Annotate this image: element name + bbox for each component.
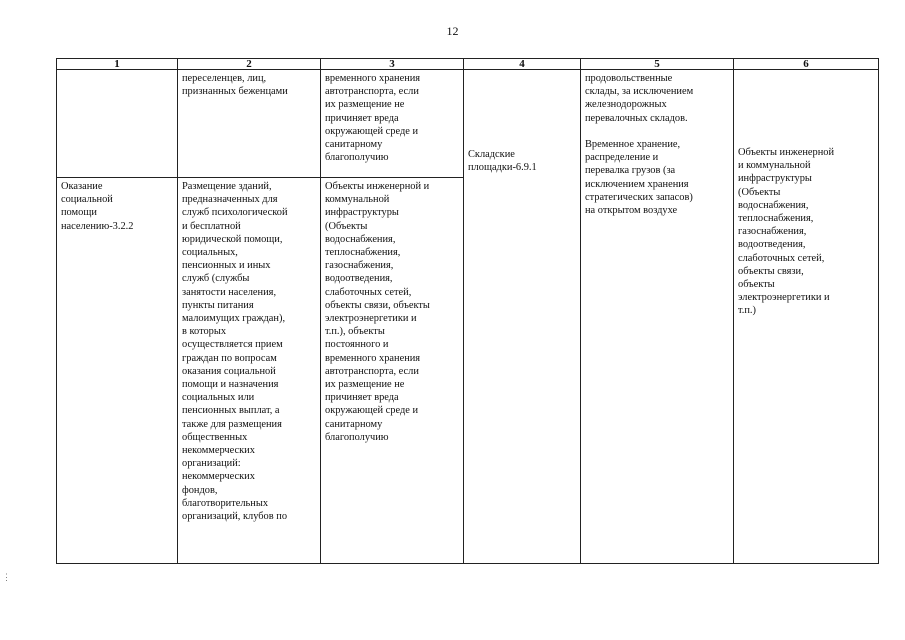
- main-col1-text: Оказание социальной помощи населению-3.2.2: [61, 181, 134, 232]
- scan-edge-mark: ⋮: [2, 572, 11, 582]
- continuation-col1-empty: [57, 70, 178, 178]
- continuation-col3-text: временного хранения автотранспорта, если их размещение не причиняет вреда окружающей среде и санитарному благополучию: [325, 73, 421, 164]
- header-col-1: 1: [57, 59, 178, 70]
- header-col-6: 6: [734, 59, 879, 70]
- header-col-5: 5: [581, 59, 734, 70]
- continuation-col3: [321, 70, 464, 178]
- merged-col6-text: Объекты инженерной и коммунальной инфраструктуры (Объекты водоснабжения, теплоснабжения, газоснабжения, водоотведения, слаботочных сетей, объекты связи, объекты электроэнергетики и т.п.): [738, 147, 835, 317]
- main-col3: [321, 178, 464, 564]
- continuation-col2: [178, 70, 321, 178]
- merged-col4: [464, 70, 581, 564]
- header-col-4: 4: [464, 59, 581, 70]
- merged-col5-text: продовольственные склады, за исключением железнодорожных перевалочных складов. Временное хранение, распределение и перевалка грузов (за исключением хранения стратегических запасов) на открытом воздухе: [585, 73, 694, 217]
- main-col2: [178, 178, 321, 564]
- merged-col5: [581, 70, 734, 564]
- main-col1: [57, 178, 178, 564]
- page-number: 12: [446, 24, 459, 38]
- header-col-3: 3: [321, 59, 464, 70]
- land-use-table: [56, 58, 879, 564]
- continuation-row: [57, 70, 879, 178]
- header-row: [57, 59, 879, 70]
- merged-col6: [734, 70, 879, 564]
- main-col3-text: Объекты инженерной и коммунальной инфраструктуры (Объекты водоснабжения, теплоснабжения, газоснабжения, водоотведения, слаботочных сетей, объекты связи, объекты электроэнергетики и т.п.), объекты постоянного и временного хранения автотранспорта, если их размещение не причиняет вреда окружающей среде и санитарному благополучию: [325, 181, 430, 443]
- merged-col4-text: Складские площадки-6.9.1: [468, 149, 537, 174]
- main-col2-text: Размещение зданий, предназначенных для служб психологической и бесплатной юридической помощи, социальных, пенсионных и иных служб (службы занятости населения, пункты питания малоимущих граждан), в которых осуществляется прием граждан по вопросам оказания социальной помощи и назначения социальных или пенсионных выплат, а также для размещения общественных некоммерческих организаций: некоммерческих фондов, благотворительных организаций, клубов по: [182, 181, 288, 523]
- header-col-2: 2: [178, 59, 321, 70]
- continuation-col2-text: переселенцев, лиц, признанных беженцами: [182, 73, 288, 98]
